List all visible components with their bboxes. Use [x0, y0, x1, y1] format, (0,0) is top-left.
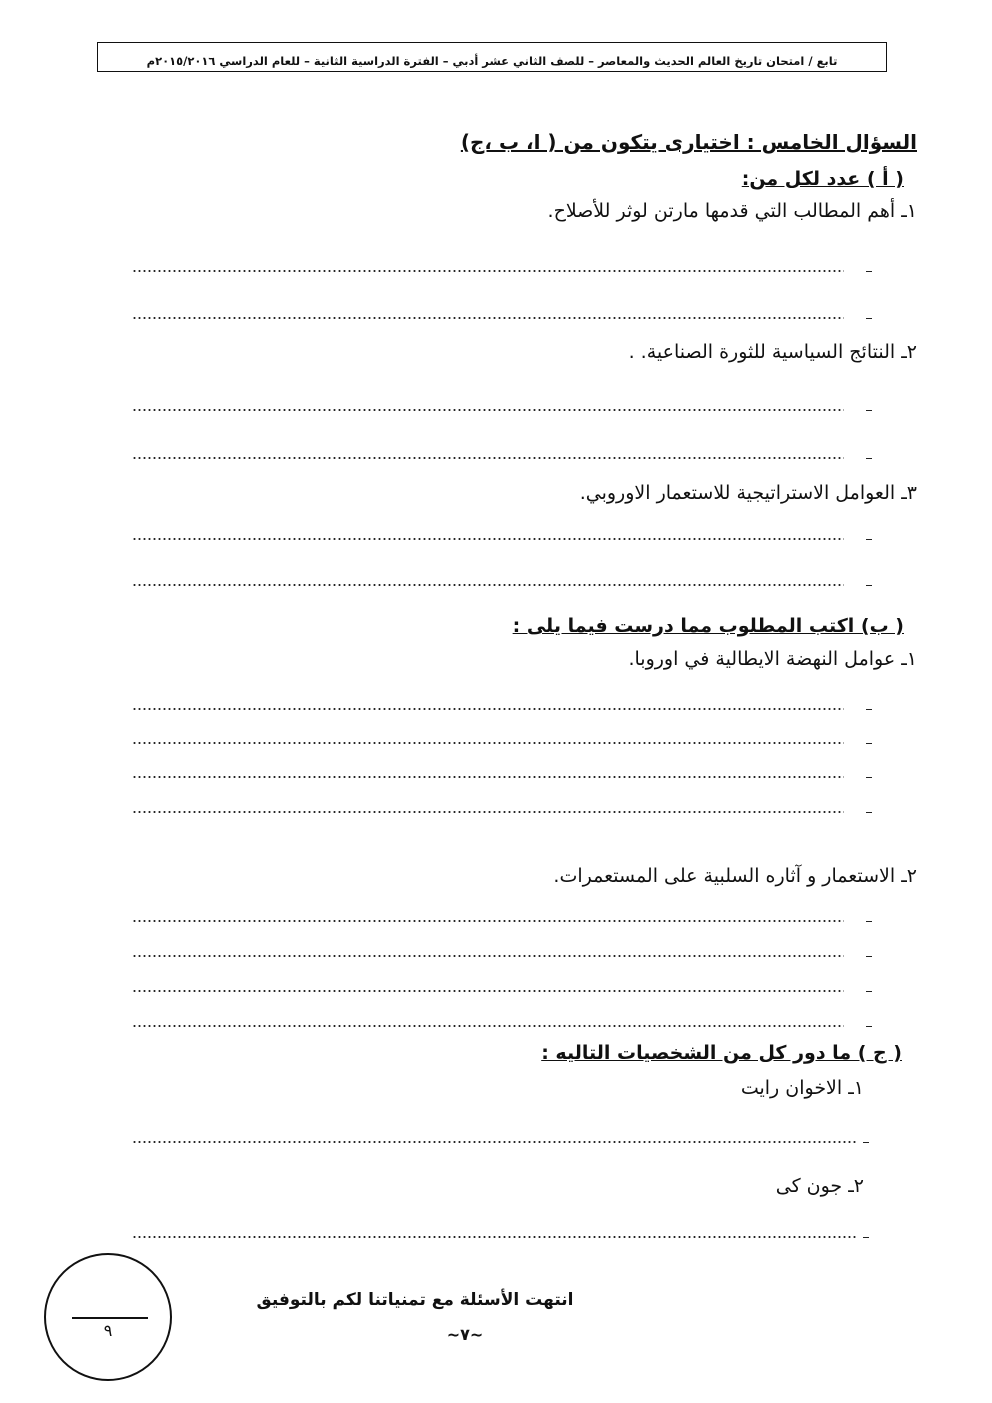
answer-line[interactable]	[132, 979, 883, 993]
question-title: السؤال الخامس : اختيارى يتكون من ( ا، ب ،ج)	[460, 130, 917, 154]
answer-line[interactable]	[132, 573, 883, 587]
part-c-item-1: ١ـ الاخوان رايت	[740, 1077, 864, 1099]
part-a-item-3: ٣ـ العوامل الاستراتيجية للاستعمار الاوروبي.	[579, 482, 917, 504]
part-a-item-2: ٢ـ النتائج السياسية للثورة الصناعية. .	[628, 341, 917, 363]
answer-line[interactable]	[132, 1014, 883, 1028]
answer-line[interactable]	[132, 1225, 883, 1239]
part-a-title: ( أ ) عدد لكل من:	[741, 168, 904, 190]
answer-line[interactable]	[132, 446, 883, 460]
exam-header: تابع / امتحان تاريخ العالم الحديث والمعاصر – للصف الثاني عشر أدبي – الفترة الدراسية الثانية – للعام الدراسي ٢٠١٥/٢٠١٦م	[146, 54, 838, 68]
part-c-title: ( ج ) ما دور كل من الشخصيات التاليه :	[541, 1042, 902, 1064]
header-box	[97, 42, 887, 72]
part-c-item-2: ٢ـ جون كى	[775, 1175, 864, 1197]
answer-line[interactable]	[132, 800, 883, 814]
score-value: ٩	[103, 1321, 113, 1340]
answer-line[interactable]	[132, 398, 883, 412]
closing-note: انتهت الأسئلة مع تمنياتنا لكم بالتوفيق	[256, 1290, 574, 1310]
answer-line[interactable]	[132, 527, 883, 541]
answer-line[interactable]	[132, 909, 883, 923]
part-b-item-2: ٢ـ الاستعمار و آثاره السلبية على المستعمرات.	[553, 865, 917, 887]
score-divider	[72, 1317, 148, 1319]
answer-line[interactable]	[132, 731, 883, 745]
answer-line[interactable]	[132, 697, 883, 711]
score-circle	[44, 1253, 172, 1381]
part-a-item-1: ١ـ أهم المطالب التي قدمها مارتن لوثر للأصلاح.	[547, 200, 917, 222]
answer-line[interactable]	[132, 1130, 883, 1144]
answer-line[interactable]	[132, 944, 883, 958]
part-b-item-1: ١ـ عوامل النهضة الايطالية في اوروبا.	[628, 648, 917, 670]
answer-line[interactable]	[132, 306, 883, 320]
page-number: ~٧~	[446, 1325, 484, 1344]
part-b-title: ( ب) اكتب المطلوب مما درست فيما يلى :	[512, 615, 904, 637]
answer-line[interactable]	[132, 259, 883, 273]
answer-line[interactable]	[132, 765, 883, 779]
